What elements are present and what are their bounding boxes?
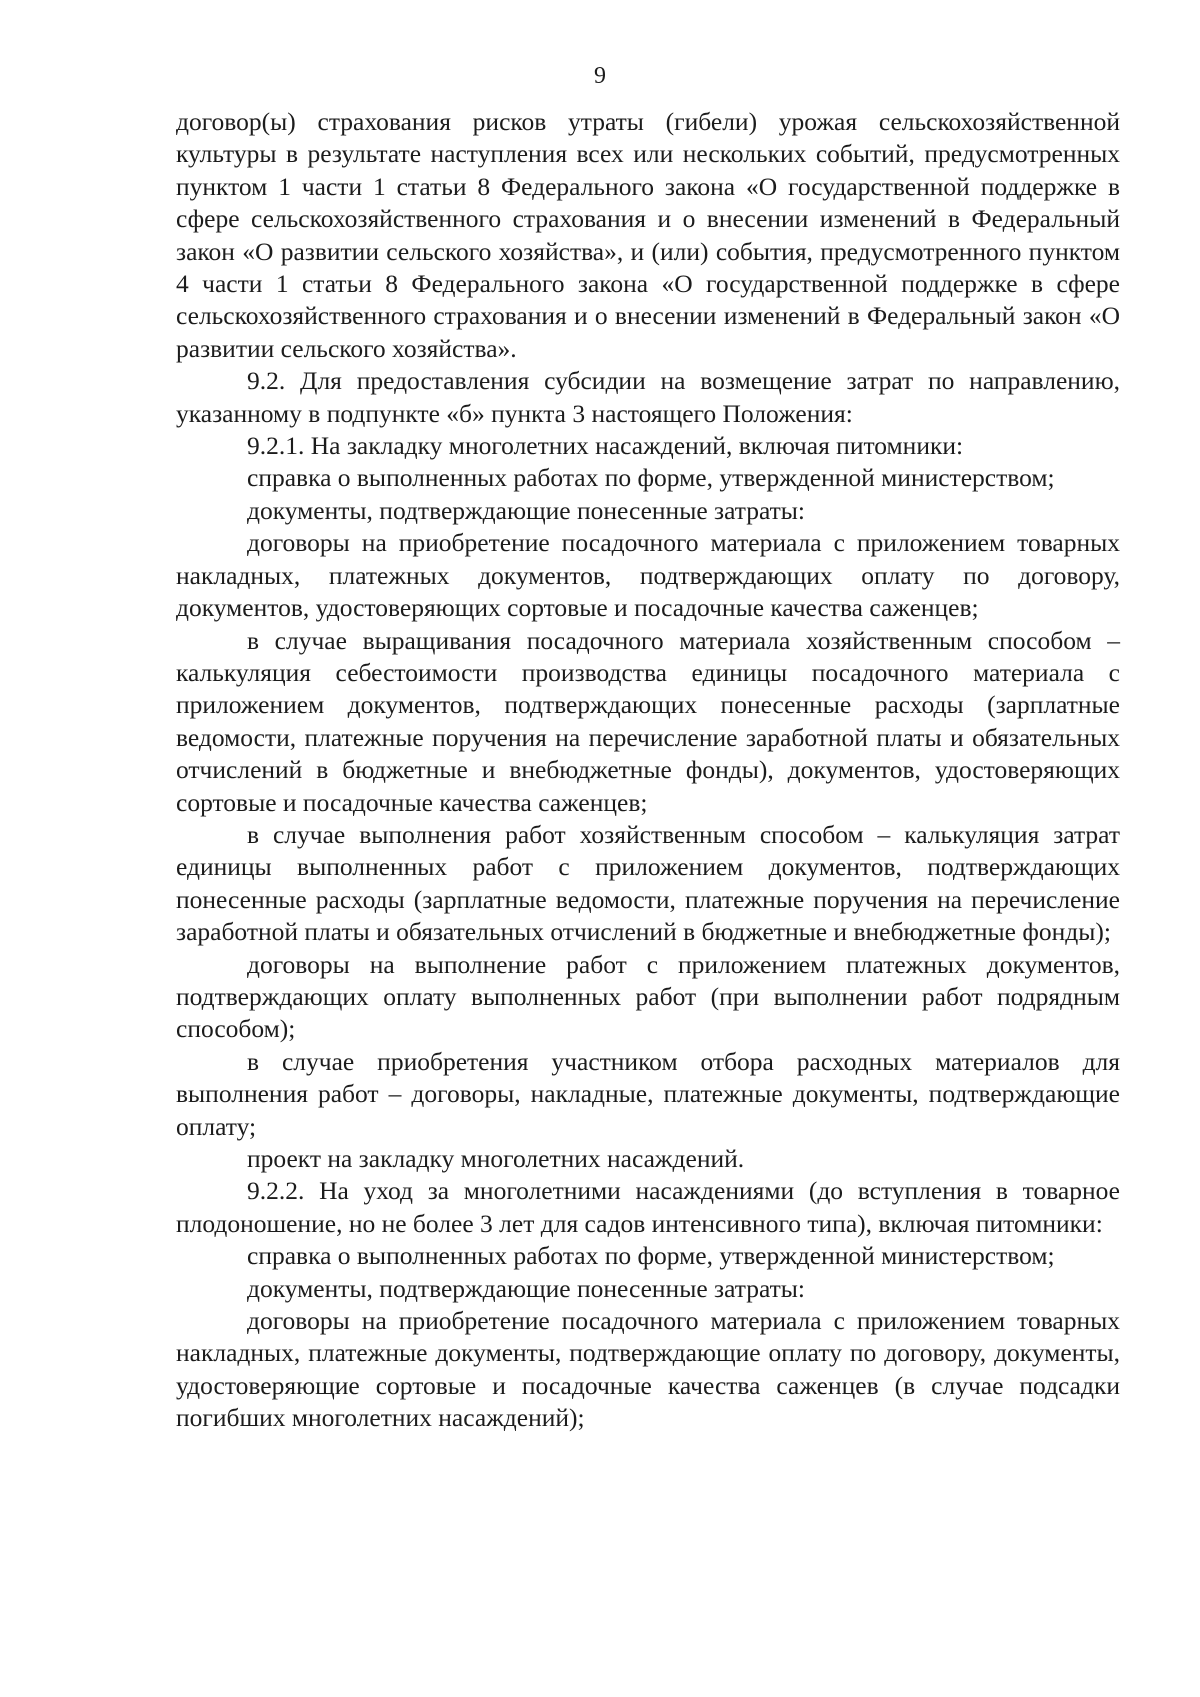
- paragraph-planting-project: проект на закладку многолетних насаждений.: [247, 1144, 745, 1173]
- paragraph-planting-material-contracts: договоры на приобретение посадочного материала с приложением товарных накладных, платежных документов, подтверждающих оплату по договору, документов, удостоверяющих сортовые и посадочные качества саженцев;: [176, 528, 1120, 623]
- document-body: [176, 106, 1120, 1435]
- paragraph-cost-documents: документы, подтверждающие понесенные затраты:: [247, 495, 805, 525]
- paragraph-9-2-2: 9.2.2. На уход за многолетними насаждениями (до вступления в товарное плодоношение, но не более 3 лет для садов интенсивного типа), включая питомники:: [176, 1176, 1120, 1238]
- page-number: 9: [594, 63, 606, 89]
- paragraph-consumables: в случае приобретения участником отбора расходных материалов для выполнения работ – договоры, накладные, платежные документы, подтверждающие оплату;: [176, 1046, 1120, 1141]
- paragraph-planting-material-contracts-2: договоры на приобретение посадочного материала с приложением товарных накладных, платежные документы, подтверждающие оплату по договору, документы, удостоверяющие сортовые и посадочные качества саженцев (в случае подсадки погибших многолетних насаждений);: [176, 1306, 1120, 1433]
- paragraph-own-works: в случае выполнения работ хозяйственным способом – калькуляция затрат единицы выполненных работ с приложением документов, подтверждающих понесенные расходы (зарплатные ведомости, платежные поручения на перечисление заработной платы и обязательных отчислений в бюджетные и внебюджетные фонды);: [176, 819, 1120, 947]
- paragraph-work-certificate: справка о выполненных работах по форме, утвержденной министерством;: [247, 463, 1055, 493]
- paragraph-9-2: 9.2. Для предоставления субсидии на возмещение затрат по направлению, указанному в подпункте «б» пункта 3 настоящего Положения:: [176, 366, 1120, 428]
- paragraph-work-certificate-2: справка о выполненных работах по форме, утвержденной министерством;: [247, 1241, 1055, 1271]
- paragraph-cost-documents-2: документы, подтверждающие понесенные затраты:: [247, 1273, 805, 1303]
- paragraph-contractor-works: договоры на выполнение работ с приложением платежных документов, подтверждающих оплату выполненных работ (при выполнении работ подрядным способом);: [176, 949, 1120, 1044]
- paragraph-own-growing: в случае выращивания посадочного материала хозяйственным способом – калькуляция себестоимости производства единицы посадочного материала с приложением документов, подтверждающих понесенные расходы (зарплатные ведомости, платежные поручения на перечисление заработной платы и обязательных отчислений в бюджетные и внебюджетные фонды), документов, удостоверяющих сортовые и посадочные качества саженцев;: [176, 625, 1120, 817]
- paragraph-continuation: договор(ы) страхования рисков утраты (гибели) урожая сельскохозяйственной культуры в результате наступления всех или нескольких событий, предусмотренных пунктом 1 части 1 статьи 8 Федерального закона «О государственной поддержке в сфере сельскохозяйственного страхования и о внесении изменений в Федеральный закон «О развитии сельского хозяйства», и (или) события, предусмотренного пунктом 4 части 1 статьи 8 Федерального закона «О государственной поддержке в сфере сельскохозяйственного страхования и о внесении изменений в Федеральный закон «О развитии сельского хозяйства».: [176, 107, 1120, 363]
- paragraph-9-2-1: 9.2.1. На закладку многолетних насаждений, включая питомники:: [247, 431, 964, 461]
